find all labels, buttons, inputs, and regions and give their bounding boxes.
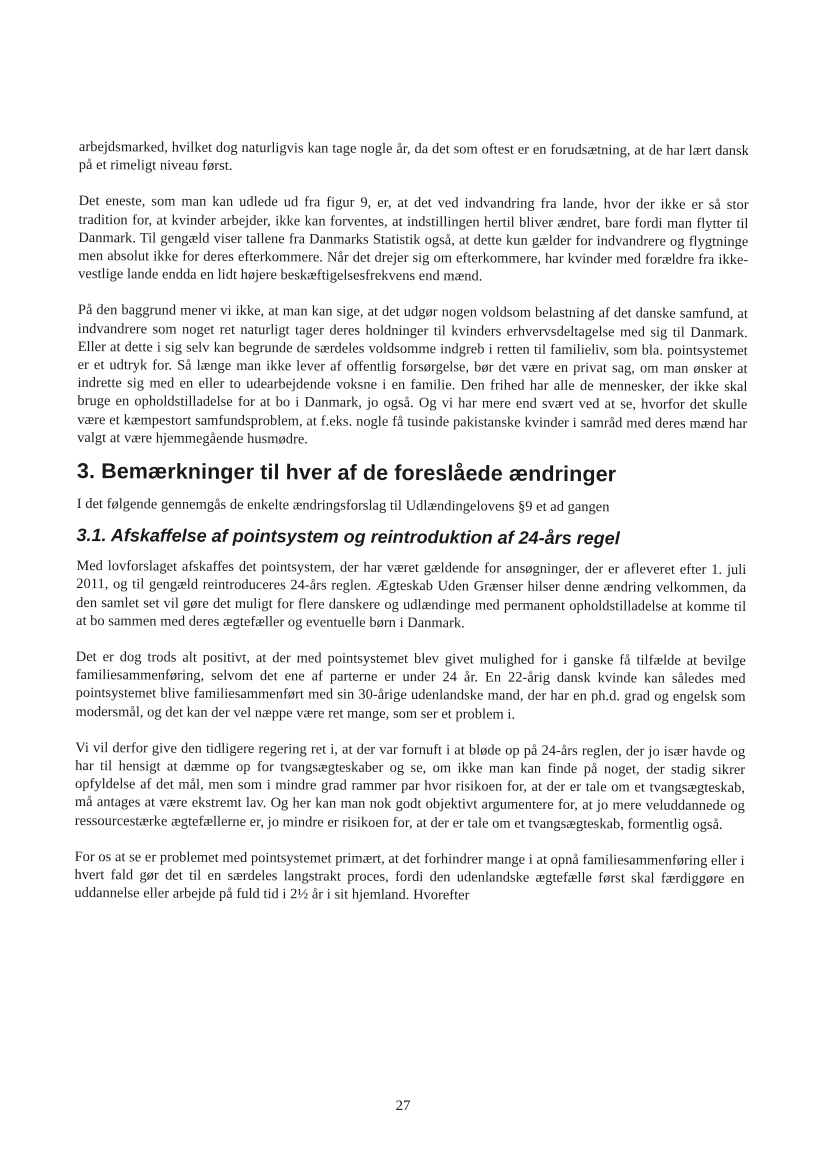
- paragraph-problem: For os at se er problemet med pointsystemet primært, at det forhindrer mange i at opnå familiesammenføring eller i hvert fald gør det til en særdeles langstrakt proces, fordi den udenlandske ægtefælle først skal færdiggøre en uddannelse eller arbejde på fuld tid i 2½ år i sit hjemland. Hvorefter: [74, 848, 745, 904]
- subsection-heading: 3.1. Afskaffelse af pointsystem og reintroduktion af 24-års regel: [76, 525, 620, 549]
- section-heading: 3. Bemærkninger til hver af de foreslåede ændringer: [76, 459, 617, 487]
- paragraph-positivt: Det er dog trods alt positivt, at der med pointsystemet blev givet mulighed for i ganske få tilfælde at bevilge familiesammenføring, selvom det ene af parterne er under 24 år. En 22-årig dansk kvinde kan således med pointsystemet blive familiesammenført med sin 30-årige udenlandske mand, der har en ph.d. grad og engelsk som modersmål, og det kan der vel næppe være ret mange, som ser et problem i.: [75, 649, 746, 723]
- paragraph-background: På den baggrund mener vi ikke, at man kan sige, at det udgør nogen voldsom belastning af det danske samfund, at indvandrere som noget ret naturligt tager deres holdninger til kvinders erhvervsdeltagelse med sig til Danmark. Eller at dette i sig selv kan begrunde de særdeles voldsomme indgreb i retten til familieliv, som bla. pointsystemet er et udtryk for. Så længe man ikke lever af offentlig forsørgelse, bør det være en privat sag, om man ønsker at indrette sig med en eller to udearbejdende voksne i en familie. Den frihed har alle de mennesker, der ikke skal bruge en opholdstilladelse for at bo i Danmark, jo også. Og vi har mere end svært ved at se, hvorfor det skulle være et kæmpestort samfundsproblem, at f.eks. nogle få tusinde pakistanske kvinder i samråd med deres mænd har valgt at være hjemmegående husmødre.: [77, 302, 748, 448]
- paragraph-lovforslag: Med lovforslaget afskaffes det pointsystem, der har været gældende for ansøgninger, der er afleveret efter 1. juli 2011, og til gengæld reintroduceres 24-års reglen. Ægteskab Uden Grænser hilser denne ændring velkommen, da den samlet set vil gøre det muligt for flere danskere og udlændinge med permanent opholdstilladelse at komme til at bo sammen med deres ægtefæller og eventuelle børn i Danmark.: [76, 558, 747, 632]
- page-body: [74, 138, 749, 907]
- paragraph-regering: Vi vil derfor give den tidligere regering ret i, at der var fornuft i at bløde op på 24-års reglen, der jo især havde og har til hensigt at dæmme op for tvangsægteskaber og se, om ikke man kan finde på noget, der stadig sikrer opfyldelse af det mål, men som i mindre grad rammer par hvor risikoen for, at der er tale om et tvangsægteskab, må antages at være ekstremt lav. Og her kan man nok godt objektivt argumentere for, at jo mere veluddannede og ressourcestærke ægtefællerne er, jo mindre er risikoen for, at der er tale om et tvangsægteskab, formentlig også.: [74, 739, 746, 833]
- paragraph-intro: I det følgende gennemgås de enkelte ændringsforslag til Udlændingelovens §9 et ad gangen: [76, 496, 610, 516]
- paragraph-figure-9: Det eneste, som man kan udlede ud fra figur 9, er, at det ved indvandring fra lande, hvor der ikke er så stor tradition for, at kvinder arbejder, ikke kan forventes, at indstillingen hertil bliver ændret, bare fordi man flytter til Danmark. Til gengæld viser tallene fra Danmarks Statistik også, at dette kun gælder for indvandrere og flygtninge men absolut ikke for deres efterkommere. Når det drejer sig om efterkommere, har kvinder med forældre fra ikke-vestlige lande endda en lidt højere beskæftigelsesfrekvens end mænd.: [78, 193, 749, 285]
- page-number: 27: [395, 1098, 411, 1114]
- paragraph-continuation: arbejdsmarked, hvilket dog naturligvis kan tage nogle år, da det som oftest er en forudsætning, at de har lært dansk på et rimeligt niveau først.: [78, 138, 749, 175]
